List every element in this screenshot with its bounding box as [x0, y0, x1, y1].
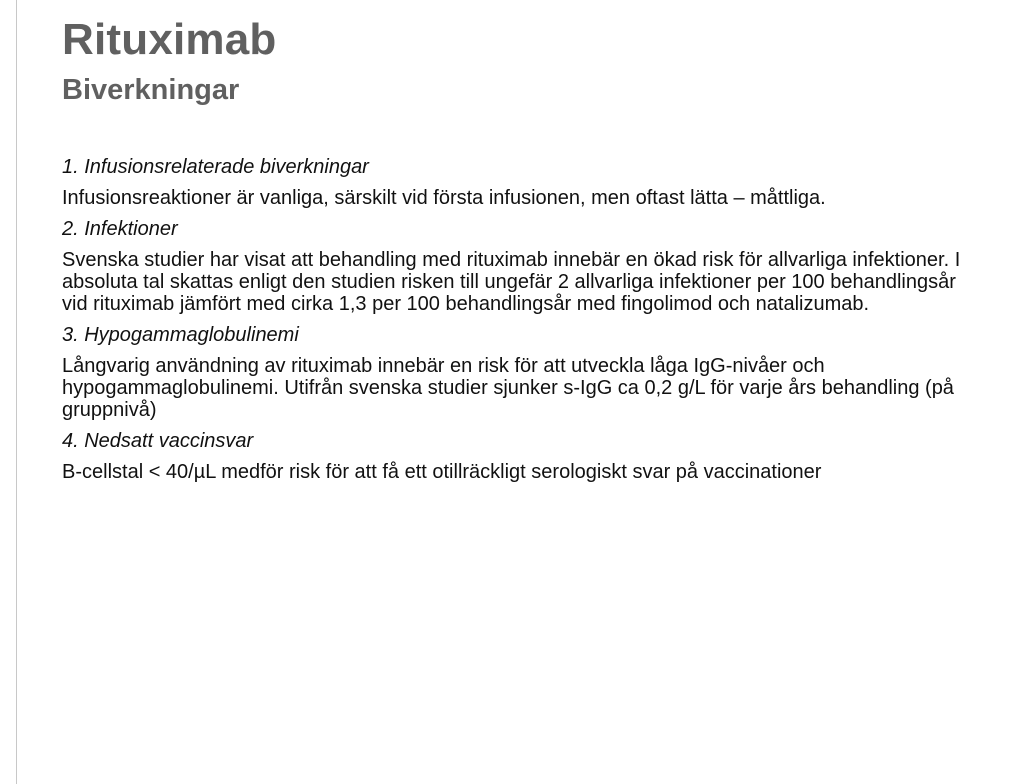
section-heading: 1. Infusionsrelaterade biverkningar	[62, 156, 369, 178]
section-infusion-reactions	[62, 154, 1002, 209]
side-effects-list	[62, 154, 1002, 483]
section-body: Infusionsreaktioner är vanliga, särskilt vid första infusionen, men oftast lätta – måttliga.	[62, 187, 826, 209]
section-hypogammaglobulinemia	[62, 322, 1002, 421]
slide-title: Rituximab	[62, 15, 277, 64]
section-body: Långvarig användning av rituximab innebär en risk för att utveckla låga IgG-nivåer och hypogammaglobulinemi. Utifrån svenska studier sjunker s-IgG ca 0,2 g/L för varje års behandling (på gruppnivå)	[62, 355, 954, 421]
slide-border	[16, 0, 17, 784]
section-heading: 4. Nedsatt vaccinsvar	[62, 430, 254, 452]
slide-subtitle: Biverkningar	[62, 74, 240, 106]
section-infections	[62, 216, 1002, 315]
section-heading: 2. Infektioner	[62, 218, 178, 240]
slide-content	[62, 10, 1002, 490]
section-body: Svenska studier har visat att behandling med rituximab innebär en ökad risk för allvarliga infektioner. I absoluta tal skattas enligt den studien risken till ungefär 2 allvarliga infektioner per 100 behandlingsår vid rituximab jämfört med cirka 1,3 per 100 behandlingsår med fingolimod och natalizumab.	[62, 249, 961, 315]
section-heading: 3. Hypogammaglobulinemi	[62, 324, 299, 346]
section-body: B-cellstal < 40/µL medför risk för att få ett otillräckligt serologiskt svar på vaccinationer	[62, 461, 822, 483]
section-vaccine-response	[62, 428, 1002, 483]
